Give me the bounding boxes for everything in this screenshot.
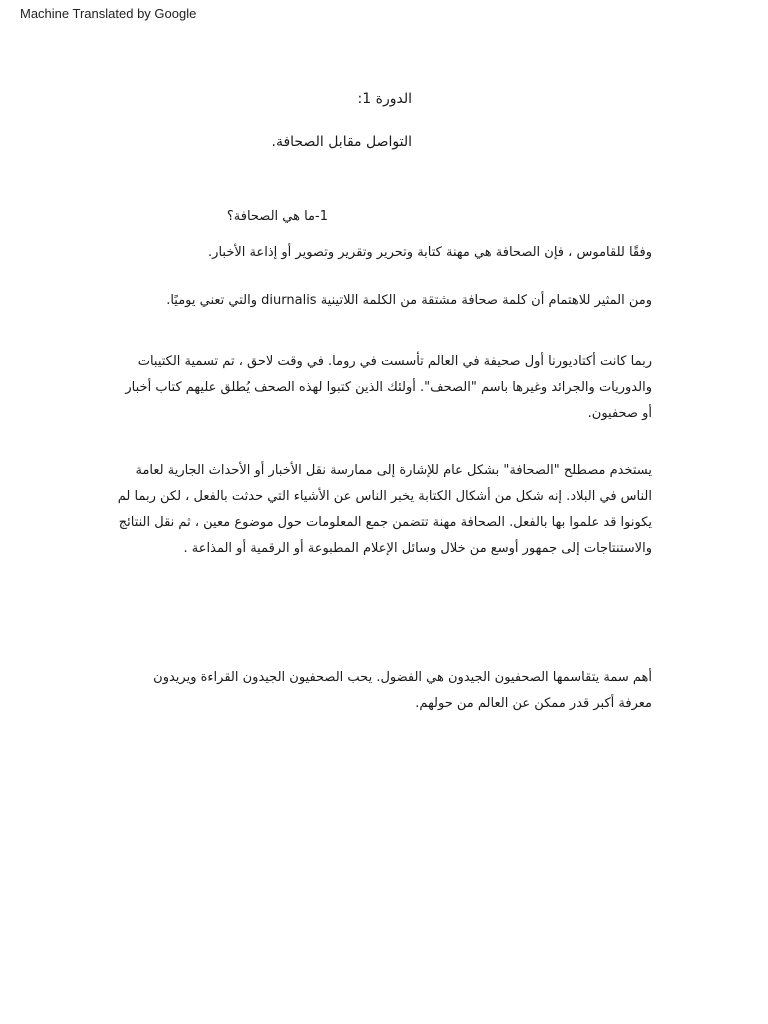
page-subtitle: التواصل مقابل الصحافة.: [271, 134, 412, 150]
paragraph-dictionary-definition: وفقًا للقاموس ، فإن الصحافة هي مهنة كتابة وتحرير وتقرير وتصوير أو إذاعة الأخبار.: [208, 245, 652, 260]
paragraph-latin-origin: ومن المثير للاهتمام أن كلمة صحافة مشتقة من الكلمة اللاتينية diurnalis والتي تعني يوميًا.: [166, 293, 652, 308]
machine-translation-watermark: Machine Translated by Google: [20, 6, 197, 21]
paragraph-journalism-term: يستخدم مصطلح "الصحافة" بشكل عام للإشارة إلى ممارسة نقل الأخبار أو الأحداث الجارية لعامة الناس في البلاد. إنه شكل من أشكال الكتابة يخبر الناس عن الأشياء التي حدثت بالفعل ، لكن ربما لم يكونوا قد علموا بها بالفعل. الصحافة مهنة تتضمن جمع المعلومات حول موضوع معين ، ثم نقل النتائج والاستنتاجات إلى جمهور أوسع من خلال وسائل الإعلام المطبوعة أو الرقمية أو المذاعة .: [117, 463, 652, 556]
section-question: 1-ما هي الصحافة؟: [226, 209, 328, 224]
course-label: الدورة 1:: [357, 91, 412, 107]
paragraph-first-newspaper: ربما كانت أكتاديورنا أول صحيفة في العالم تأسست في روما. في وقت لاحق ، تم تسمية الكتيبات والدوريات والجرائد وغيرها باسم "الصحف". أولئك الذين كتبوا لهذه الصحف يُطلق عليهم كتاب أخبار أو صحفيون.: [125, 354, 652, 421]
paragraph-curiosity: أهم سمة يتقاسمها الصحفيون الجيدون هي الفضول. يحب الصحفيون الجيدون القراءة ويريدون معرفة أكبر قدر ممكن عن العالم من حولهم.: [153, 670, 652, 711]
